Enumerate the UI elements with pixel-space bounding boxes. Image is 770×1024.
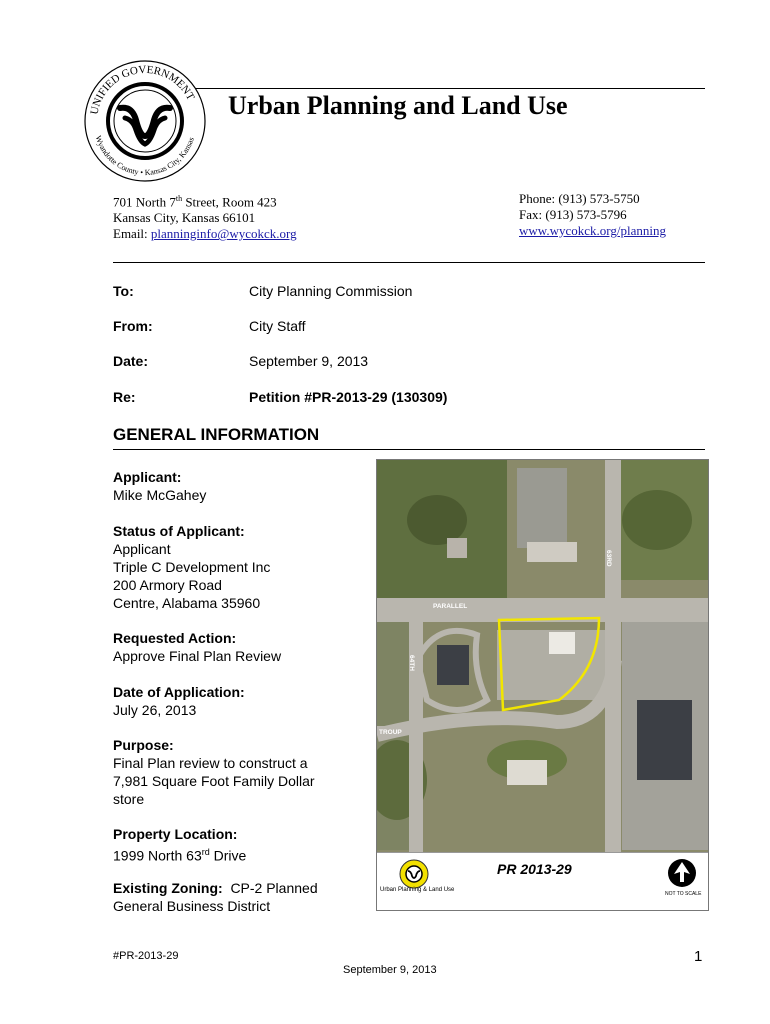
status-line: Triple C Development Inc <box>113 559 271 575</box>
memo-date-label: Date: <box>113 353 149 369</box>
page-number: 1 <box>694 948 703 965</box>
urban-planning-logo-icon <box>399 859 429 889</box>
date-of-application-value: July 26, 2013 <box>113 702 197 718</box>
aerial-map <box>376 459 709 911</box>
email-link[interactable]: planninginfo@wycokck.org <box>150 226 297 242</box>
requested-action-label: Requested Action: <box>113 630 237 646</box>
fax-line: Fax: (913) 573-5796 <box>519 207 627 222</box>
north-arrow-icon <box>667 858 697 888</box>
aerial-photo <box>377 460 708 852</box>
contact-address-block <box>113 191 297 242</box>
memo-from-value: City Staff <box>249 318 306 334</box>
email-line: Email: planninginfo@wycokck.org <box>113 226 297 242</box>
memo-from-label: From: <box>113 318 153 334</box>
status-line: 200 Armory Road <box>113 577 222 593</box>
address-line-1: 701 North 7th Street, Room 423 <box>113 194 277 210</box>
street-label-64th: 64TH <box>408 655 415 671</box>
existing-zoning-value-line-2: General Business District <box>113 898 271 914</box>
purpose-label: Purpose: <box>113 737 174 753</box>
footer-petition: #PR-2013-29 <box>113 950 179 962</box>
status-line: Applicant <box>113 541 171 557</box>
existing-zoning <box>113 879 318 897</box>
memo-to-label: To: <box>113 283 134 299</box>
street-label-parallel: PARALLEL <box>433 603 468 610</box>
existing-zoning-label: Existing Zoning: <box>113 880 223 896</box>
property-location-label: Property Location: <box>113 826 238 842</box>
status-label: Status of Applicant: <box>113 523 245 539</box>
status-line: Centre, Alabama 35960 <box>113 595 261 611</box>
unified-government-seal <box>80 56 210 186</box>
memo-date-value: September 9, 2013 <box>249 353 369 369</box>
property-location-value: 1999 North 63rd Drive <box>113 847 247 864</box>
purpose-line: Final Plan review to construct a <box>113 755 308 771</box>
street-label-63rd: 63RD <box>605 550 612 567</box>
purpose-line: store <box>113 791 145 807</box>
seal-text-bottom: Wyandotte County • Kansas City, Kansas <box>93 134 196 178</box>
contact-phone-block <box>519 191 666 239</box>
contact-divider <box>113 262 705 263</box>
section-title: GENERAL INFORMATION <box>113 425 320 444</box>
requested-action-value: Approve Final Plan Review <box>113 648 282 664</box>
section-divider <box>113 449 705 450</box>
page-title: Urban Planning and Land Use <box>228 91 568 120</box>
existing-zoning-value: CP-2 Planned <box>230 880 318 896</box>
address-line-2: Kansas City, Kansas 66101 <box>113 210 256 226</box>
footer-date: September 9, 2013 <box>343 964 437 976</box>
legend-petition: PR 2013-29 <box>497 861 572 877</box>
memo-re-label: Re: <box>113 389 136 405</box>
memo-re-value: Petition #PR-2013-29 (130309) <box>249 389 448 405</box>
street-label-troup: TROUP <box>379 729 402 736</box>
date-of-application-label: Date of Application: <box>113 684 245 700</box>
website-link[interactable]: www.wycokck.org/planning <box>519 223 666 238</box>
legend-scale: NOT TO SCALE <box>665 891 702 897</box>
applicant-label: Applicant: <box>113 469 182 485</box>
memo-to-value: City Planning Commission <box>249 283 413 299</box>
seal-text-top: UNIFIED GOVERNMENT <box>88 63 197 116</box>
phone-line: Phone: (913) 573-5750 <box>519 191 640 206</box>
map-legend <box>377 852 708 911</box>
legend-department: Urban Planning & Land Use <box>380 887 455 893</box>
purpose-line: 7,981 Square Foot Family Dollar <box>113 773 315 789</box>
applicant-value: Mike McGahey <box>113 487 207 503</box>
